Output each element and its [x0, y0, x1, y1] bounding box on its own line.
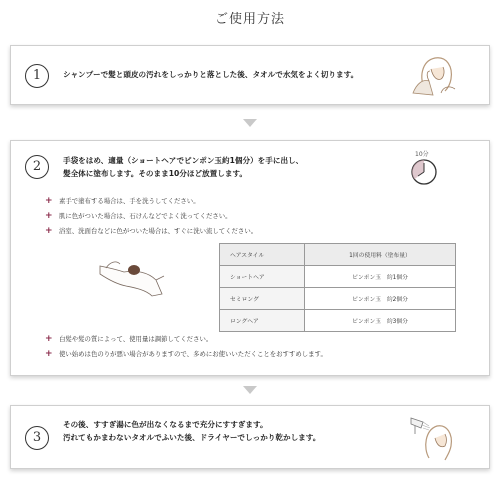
step-2-number: 2 — [25, 155, 49, 179]
table-row — [220, 310, 456, 332]
caution-item: + 肌に色がついた場合は、石けんなどでよく洗ってください。 — [45, 211, 232, 221]
step-1-number: 1 — [25, 64, 49, 88]
step-3-card — [10, 405, 490, 469]
table-row — [220, 266, 456, 288]
gloved-hand-illustration — [96, 246, 176, 301]
caution-item: + 白髪や髪の質によって、使用量は調節してください。 — [45, 334, 213, 344]
hairstyle-cell: ロングヘア — [220, 310, 305, 332]
step-1-text: シャンプーで髪と頭皮の汚れをしっかりと落とした後、タオルで水気をよく切ります。 — [63, 70, 359, 79]
step-2-text-line-2: 髪全体に塗布します。そのまま10分ほど放置します。 — [63, 169, 248, 178]
hair-dryer-woman-illustration — [407, 408, 463, 464]
page-title: ご使用方法 — [214, 12, 285, 27]
clock-icon — [409, 157, 439, 187]
hairstyle-cell: ショートヘア — [220, 266, 305, 288]
table-header-row — [220, 244, 456, 266]
amount-cell: ピンポン玉 約2個分 — [305, 288, 456, 310]
table-header-cell: 1回の使用料（塗布量） — [305, 244, 456, 266]
amount-cell: ピンポン玉 約3個分 — [305, 310, 456, 332]
timer-label: 10分 — [415, 151, 429, 158]
caution-item: + 素手で塗布する場合は、手を洗うしてください。 — [45, 196, 200, 206]
towel-woman-illustration — [411, 49, 463, 101]
table-row — [220, 288, 456, 310]
step-1-card — [10, 45, 490, 105]
hairstyle-cell: セミロング — [220, 288, 305, 310]
down-arrow-icon — [243, 119, 257, 127]
step-3-text-line-2: 汚れてもかまわないタオルでふいた後、ドライヤーでしっかり乾かします。 — [63, 433, 321, 442]
usage-table — [219, 243, 456, 332]
caution-item: + 使い始めは色のりが悪い場合がありますので、多めにお使いいただくことをおすすめします。 — [45, 349, 327, 359]
caution-item: + 浴室、洗面台などに色がついた場合は、すぐに洗い流してください。 — [45, 226, 258, 236]
amount-cell: ピンポン玉 約1個分 — [305, 266, 456, 288]
down-arrow-icon — [243, 386, 257, 394]
table-header-cell: ヘアスタイル — [220, 244, 305, 266]
step-2-text-line-1: 手袋をはめ、適量（ショートヘアでピンポン玉約1個分）を手に出し、 — [63, 156, 304, 165]
step-3-number: 3 — [25, 426, 49, 450]
step-3-text-line-1: その後、すすぎ湯に色が出なくなるまで充分にすすぎます。 — [63, 420, 268, 429]
